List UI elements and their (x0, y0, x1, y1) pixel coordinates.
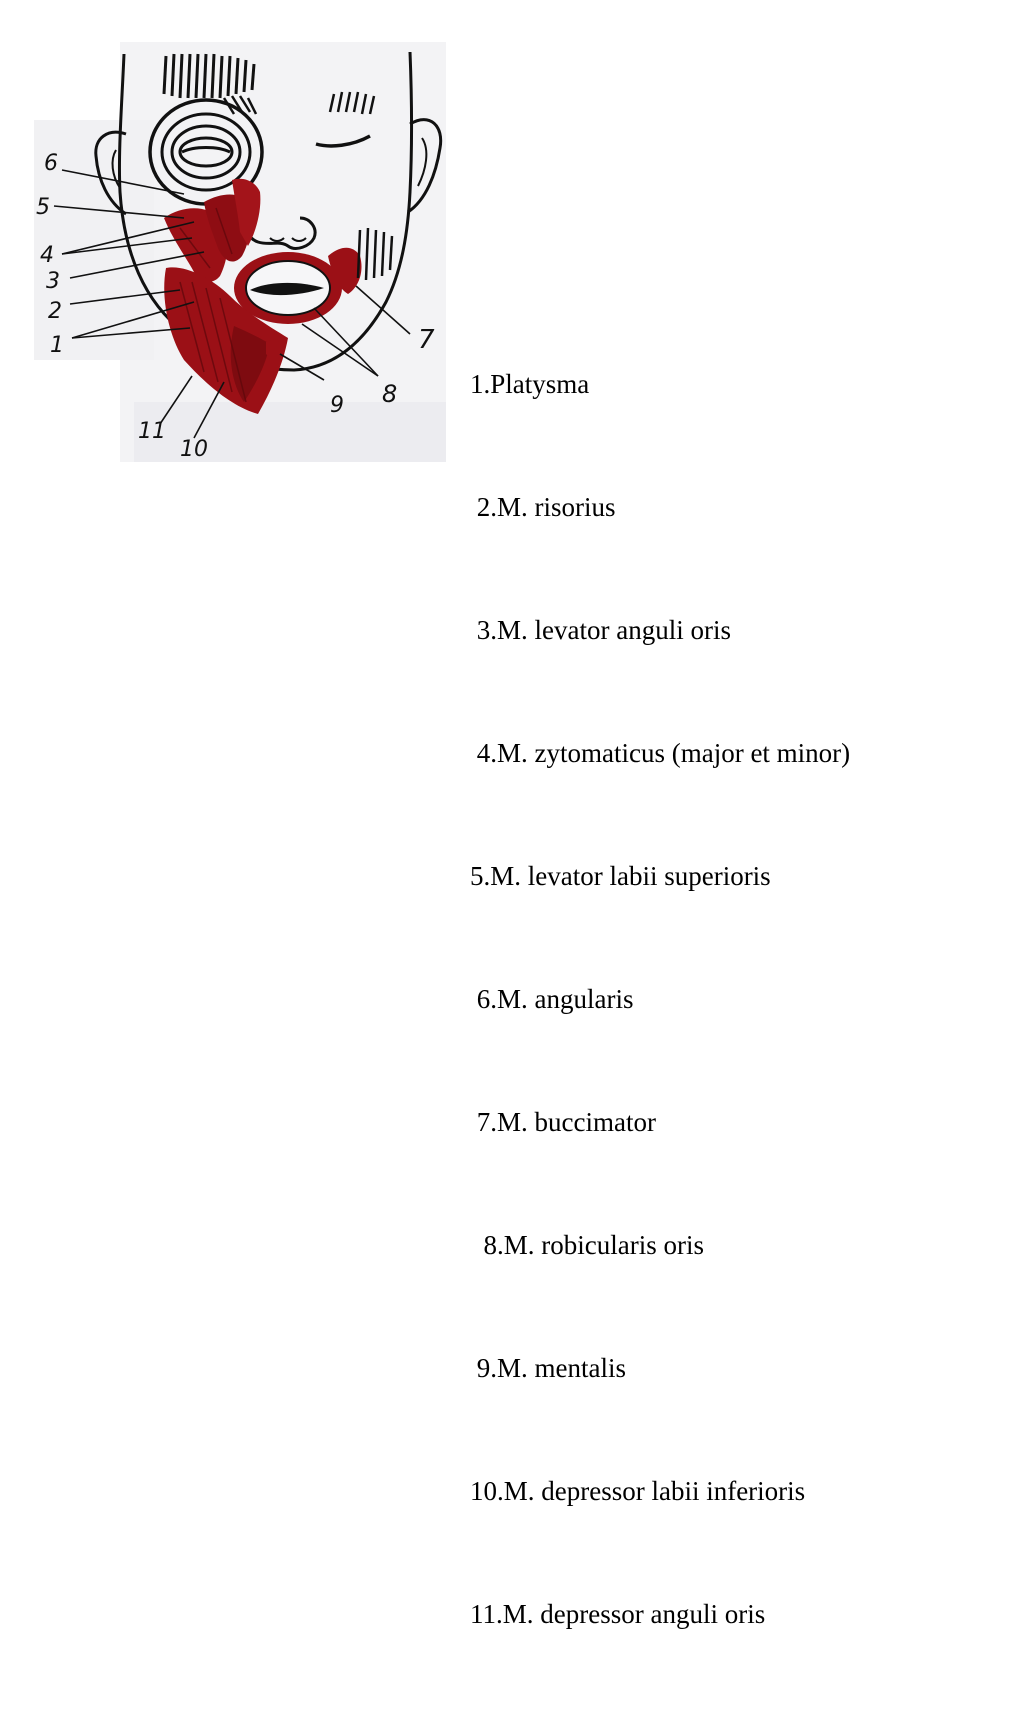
legend-item-9: 9.M. mentalis (470, 1353, 626, 1383)
callout-7: 7 (418, 325, 435, 355)
callout-4: 4 (40, 243, 54, 268)
callout-5: 5 (36, 195, 50, 220)
legend-item-7: 7.M. buccimator (470, 1107, 656, 1137)
face-muscle-illustration (34, 42, 446, 462)
legend-item-10: 10.M. depressor labii inferioris (470, 1476, 806, 1506)
callout-2: 2 (48, 299, 62, 324)
legend-item-8: 8.M. robicularis oris (470, 1230, 704, 1260)
face-muscle-drawing (34, 42, 446, 462)
legend-item-2: 2.M. risorius (470, 492, 616, 522)
muscle-legend (470, 282, 850, 1717)
legend-item-3: 3.M. levator anguli oris (470, 615, 731, 645)
callout-10: 10 (180, 437, 208, 462)
legend-item-1: 1.Platysma (470, 369, 590, 399)
callout-9: 9 (330, 393, 344, 418)
legend-item-4: 4.M. zytomaticus (major et minor) (470, 738, 851, 768)
legend-item-5: 5.M. levator labii superioris (470, 861, 771, 891)
callout-1: 1 (50, 333, 64, 358)
callout-3: 3 (46, 269, 60, 294)
callout-11: 11 (138, 419, 166, 444)
legend-item-11: 11.M. depressor anguli oris (470, 1599, 766, 1629)
callout-6: 6 (44, 151, 58, 176)
legend-item-6: 6.M. angularis (470, 984, 634, 1014)
callout-8: 8 (382, 380, 398, 408)
